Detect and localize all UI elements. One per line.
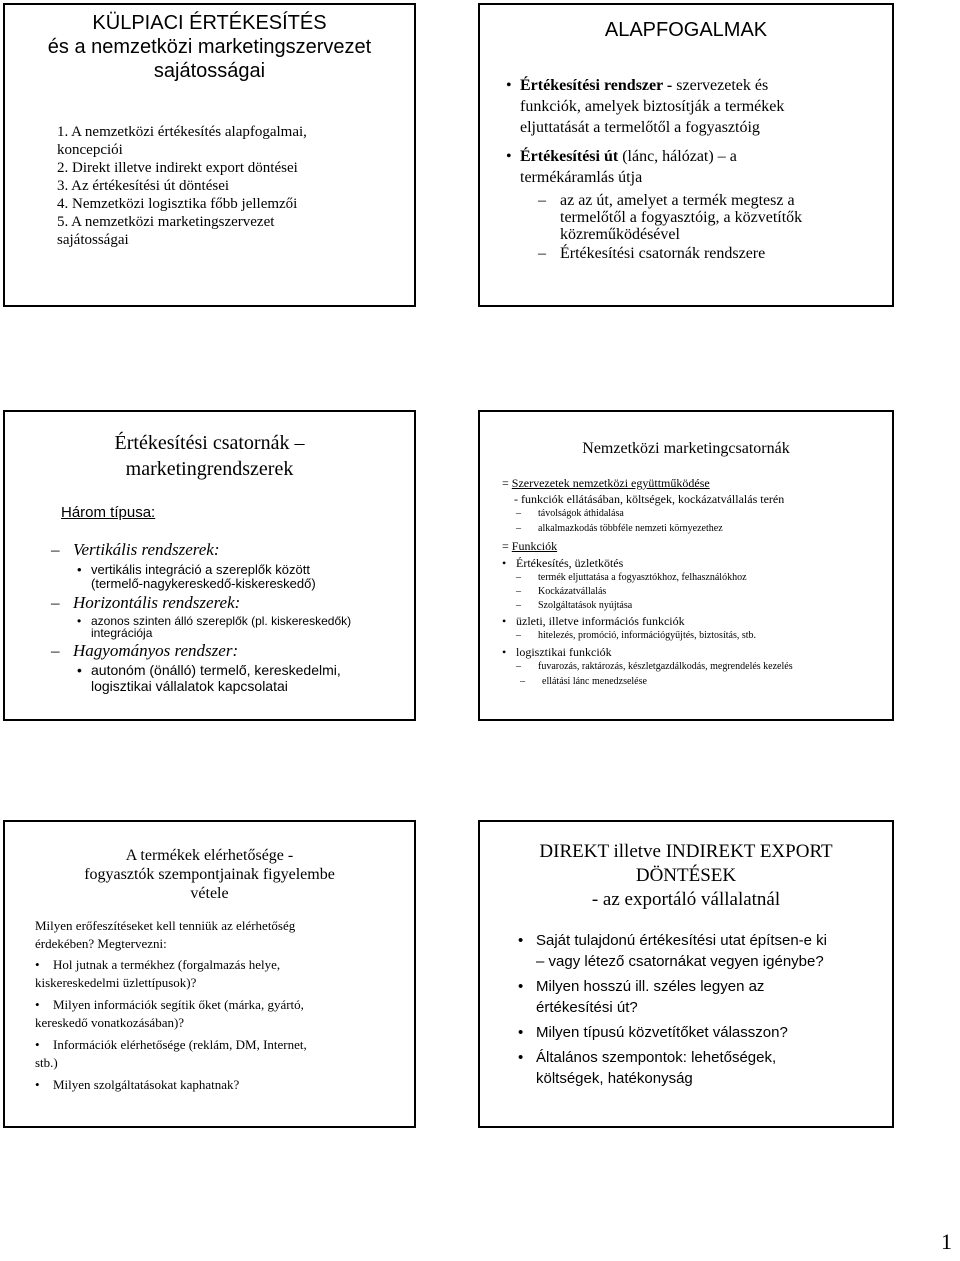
definition-term: Szervezetek nemzetközi együttműködése xyxy=(511,476,710,490)
text-line: közreműködésével xyxy=(560,226,680,243)
bullet-icon: • xyxy=(35,997,40,1012)
bullet-item xyxy=(35,1036,307,1054)
bullet-icon: • xyxy=(518,1049,524,1066)
text-line: Információk elérhetősége (reklám, DM, Internet, xyxy=(53,1037,307,1052)
title-line: fogyasztók szempontjainak figyelembe xyxy=(84,866,335,883)
text-line: eljuttatását a termelőtől a fogyasztóig xyxy=(520,119,760,136)
title-line: és a nemzetközi marketingszervezet xyxy=(47,36,372,58)
slide-body xyxy=(518,930,827,1089)
definition-line xyxy=(502,539,557,554)
slide-title xyxy=(480,840,892,912)
text-line: érdekében? Megtervezni: xyxy=(35,936,167,951)
subtitle: Három típusa: xyxy=(61,504,156,521)
bullet-icon: • xyxy=(35,1077,40,1092)
slide-title xyxy=(5,430,414,482)
list-item: koncepciói xyxy=(57,142,123,158)
dash-item xyxy=(73,540,220,560)
definition-term: Funkciók xyxy=(511,539,558,553)
text-line: logisztikai vállalatok kapcsolatai xyxy=(91,678,288,694)
text-line: Általános szempontok: lehetőségek, xyxy=(536,1049,777,1066)
bullet-icon: • xyxy=(518,978,524,995)
text-line: termelőtől a fogyasztóig, a közvetítők xyxy=(560,209,803,226)
dash-item: – Szolgáltatások nyújtása xyxy=(538,600,632,611)
slide-title xyxy=(5,846,414,903)
text-line: (termelő-nagykereskedő-kiskereskedő) xyxy=(91,576,316,591)
title-line: DIREKT illetve INDIREKT EXPORT xyxy=(539,841,833,862)
dash-item: – ellátási lánc menedzselése xyxy=(542,676,647,687)
dash-item: – távolságok áthidalása xyxy=(538,508,624,519)
bullet-item xyxy=(518,1047,827,1089)
title-line: A termékek elérhetősége - xyxy=(125,847,294,864)
dash-item: – Értékesítési csatornák rendszere xyxy=(560,243,765,264)
bullet-item xyxy=(518,930,827,972)
colon: : xyxy=(232,641,239,660)
title-line: KÜLPIACI ÉRTÉKESÍTÉS xyxy=(92,12,327,34)
slide-direct-indirect-export xyxy=(478,820,894,1128)
slide-table-of-contents xyxy=(3,3,416,307)
bullet-icon: • xyxy=(35,957,40,972)
text-line: Milyen információk segítik őket (márka, gyártó, xyxy=(53,997,304,1012)
bullet-item xyxy=(518,1022,827,1043)
dash-item: – Horizontális rendszerek: xyxy=(73,593,240,613)
dash-item xyxy=(73,641,238,661)
bullet-item: • autonóm (önálló) termelő, kereskedelmi, xyxy=(91,662,341,678)
dash-item: – az az út, amelyet a termék megtesz a xyxy=(560,190,795,211)
text-line: Hol jutnak a termékhez (forgalmazás helye, xyxy=(53,957,281,972)
dash-item: – Kockázatvállalás xyxy=(538,586,606,597)
text-line: költségek, hatékonyság xyxy=(536,1070,693,1087)
list-item: 1. A nemzetközi értékesítés alapfogalmai, xyxy=(57,124,307,140)
text-line: értékesítési út? xyxy=(536,999,638,1016)
title-line: marketingrendszerek xyxy=(125,458,294,480)
slide-product-availability xyxy=(3,820,416,1128)
definition-line xyxy=(502,476,710,491)
text-line: Milyen típusú közvetítőket válasszon? xyxy=(536,1024,788,1041)
colon: : xyxy=(213,540,220,559)
bullet-item xyxy=(520,146,737,167)
list-item: 3. Az értékesítési út döntései xyxy=(57,178,230,194)
slide-international-channels xyxy=(478,410,894,721)
bullet-icon: • xyxy=(518,932,524,949)
dash-item: – alkalmazkodás többféle nemzeti környezethez xyxy=(538,523,723,534)
dash-item: – hitelezés, promóció, információgyűjtés, biztosítás, stb. xyxy=(538,630,756,641)
bullet-item: • Értékesítés, üzletkötés xyxy=(516,556,623,571)
term: Értékesítési rendszer - xyxy=(520,77,673,94)
bullet-item xyxy=(520,75,768,96)
definition: szervezetek és xyxy=(672,77,769,94)
text-line: Milyen hosszú ill. széles legyen az xyxy=(536,978,765,995)
slide-title xyxy=(5,11,414,83)
bullet-item: • azonos szinten álló szereplők (pl. kiskereskedők) xyxy=(91,614,351,628)
dash-item: – fuvarozás, raktározás, készletgazdálkodás, megrendelés kezelés xyxy=(538,661,793,672)
text-line: integrációja xyxy=(91,626,153,640)
slide-title: Nemzetközi marketingcsatornák xyxy=(582,440,790,457)
slide-body xyxy=(35,917,307,1094)
slide-channel-systems xyxy=(3,410,416,721)
title-line: Értékesítési csatornák – xyxy=(114,432,305,454)
text-line: Milyen erőfeszítéseket kell tenniük az elérhetőség xyxy=(35,918,296,933)
list-item: 2. Direkt illetve indirekt export döntései xyxy=(57,160,298,176)
text-line: funkciók, amelyek biztosítják a termékek xyxy=(520,98,785,115)
dash-item: – termék eljuttatása a fogyasztókhoz, felhasználókhoz xyxy=(538,572,747,583)
text-line: - funkciók ellátásában, költségek, kockázatvállalás terén xyxy=(514,492,785,506)
text-line: Milyen szolgáltatásokat kaphatnak? xyxy=(53,1077,240,1092)
bullet-item xyxy=(35,956,307,974)
title-line: - az exportáló vállalatnál xyxy=(591,889,781,910)
contents-list xyxy=(57,123,307,249)
title-line: vétele xyxy=(190,885,229,902)
list-item: sajátosságai xyxy=(57,232,129,248)
text-line: Saját tulajdonú értékesítési utat építsen-e ki xyxy=(536,932,828,949)
text-line: kiskereskedelmi üzlettípusok)? xyxy=(35,975,197,990)
definition: (lánc, hálózat) – a xyxy=(618,148,737,165)
bullet-icon: • xyxy=(35,1037,40,1052)
slide-basic-concepts xyxy=(478,3,894,307)
text-line: termékáramlás útja xyxy=(520,169,643,186)
text-line: stb.) xyxy=(35,1055,58,1070)
bullet-item: • üzleti, illetve információs funkciók xyxy=(516,614,685,629)
bullet-icon: • xyxy=(518,1024,524,1041)
bullet-item: • logisztikai funkciók xyxy=(516,645,612,660)
equals-sign: = xyxy=(502,476,512,490)
equals-sign: = xyxy=(502,539,512,553)
slide-title: ALAPFOGALMAK xyxy=(604,19,768,41)
title-line: sajátosságai xyxy=(153,60,266,82)
bullet-item: • vertikális integráció a szereplők között xyxy=(91,562,310,577)
text-line: kereskedő vonatkozásában)? xyxy=(35,1015,185,1030)
list-item: 5. A nemzetközi marketingszervezet xyxy=(57,214,275,230)
system-type: Hagyományos rendszer xyxy=(73,641,233,660)
list-item: 4. Nemzetközi logisztika főbb jellemzői xyxy=(57,196,298,212)
bullet-item xyxy=(35,1076,307,1094)
system-type: Vertikális rendszerek xyxy=(73,540,214,559)
page-number: 1 xyxy=(941,1229,952,1254)
title-line: DÖNTÉSEK xyxy=(635,865,737,886)
text-line: – vagy létező csatornákat vegyen igénybe? xyxy=(536,953,824,970)
bullet-item xyxy=(35,996,307,1014)
term: Értékesítési út xyxy=(520,148,619,165)
bullet-item xyxy=(518,976,827,1018)
